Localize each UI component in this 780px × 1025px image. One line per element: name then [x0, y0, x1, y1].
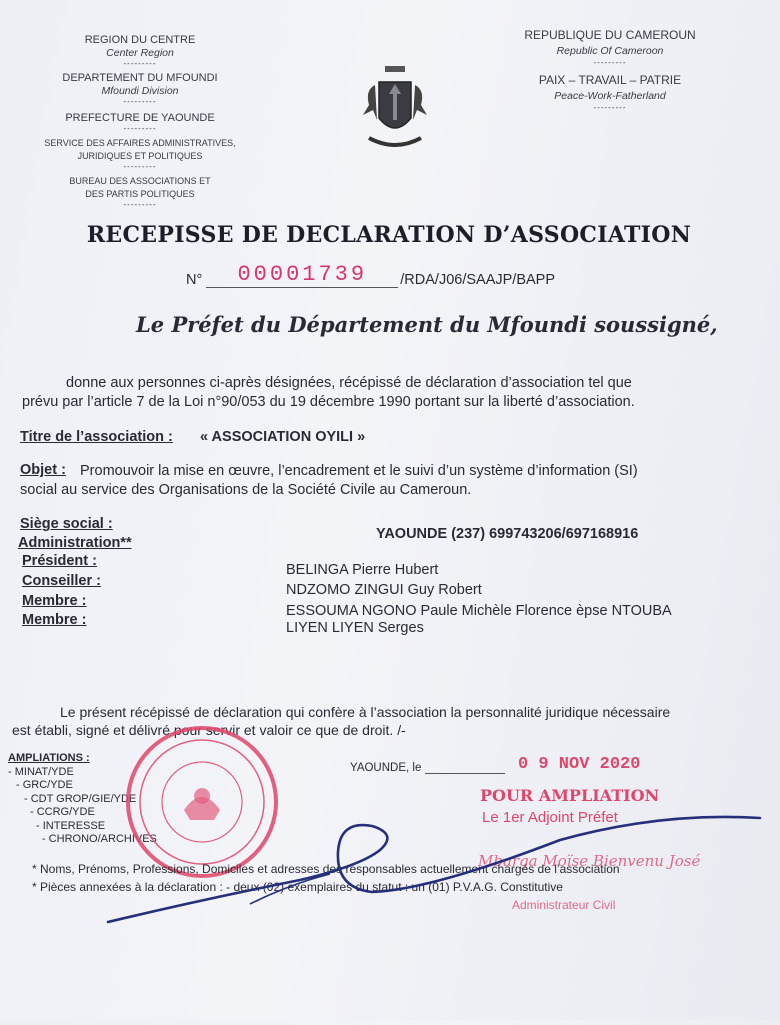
- service-line1: SERVICE DES AFFAIRES ADMINISTRATIVES,: [44, 138, 236, 148]
- pour-ampliation-stamp: POUR AMPLIATION: [480, 786, 660, 805]
- signatory-role: Administrateur Civil: [512, 898, 616, 912]
- ampliation-item: - CCRG/YDE: [30, 806, 95, 818]
- member-name-membre-1: ESSOUMA NGONO Paule Michèle Florence èpse NTOUBA: [286, 603, 672, 619]
- place-date: [350, 762, 505, 774]
- bureau-line1: BUREAU DES ASSOCIATIONS ET: [69, 176, 211, 186]
- ampliation-item: - INTERESSE: [36, 819, 106, 832]
- region-label: REGION DU CENTRE: [84, 34, 196, 46]
- place-label: YAOUNDE, le: [350, 762, 422, 774]
- reference-prefix: N°: [186, 272, 203, 288]
- member-name-conseiller: NDZOMO ZINGUI Guy Robert: [286, 582, 482, 598]
- ampliation-item: - CHRONO/ARCHIVES: [42, 833, 157, 845]
- motto-label: PAIX – TRAVAIL – PATRIE: [538, 73, 682, 87]
- country-label: REPUBLIQUE DU CAMEROUN: [524, 28, 696, 42]
- adjoint-stamp: Le 1er Adjoint Préfet: [482, 809, 618, 826]
- titre-label: Titre de l’association :: [20, 429, 173, 445]
- round-seal-icon: [122, 722, 282, 882]
- titre-value: « ASSOCIATION OYILI »: [200, 429, 366, 445]
- departement-en-label: Mfoundi Division: [101, 85, 179, 97]
- reference-value: 00001739: [206, 262, 398, 288]
- ampliation-item: - MINAT/YDE: [8, 765, 74, 778]
- member-label-conseiller: Conseiller :: [22, 573, 101, 589]
- objet-line-2: social au service des Organisations de la Société Civile au Cameroun.: [20, 482, 472, 498]
- header-right: REPUBLIQUE DU CAMEROUN Republic Of Cameroon --------- PAIX – TRAVAIL – PATRIE Peace-Work-Fatherland ---------: [510, 28, 710, 112]
- ampliations-label: AMPLIATIONS :: [8, 752, 90, 764]
- note-line-2: * Pièces annexées à la déclaration : - deux (02) exemplaires du statut : un (01) P.V.A.G. Constitutive: [32, 880, 563, 894]
- intro-line-2: prévu par l’article 7 de la Loi n°90/053 du 19 décembre 1990 portant sur la liberté d’association.: [22, 394, 635, 410]
- prefecture-label: PREFECTURE DE YAOUNDE: [65, 112, 215, 124]
- header-left: REGION DU CENTRE Center Region --------- DEPARTEMENT DU MFOUNDI Mfoundi Division --------- PREFECTURE DE YAOUNDE --------- SERVICE DES AFFAIRES ADMINISTRATIVES, JURIDIQUES ET POLITIQUES --------- BUREAU DES ASSOCIATIONS ET DES PARTIS POLITIQUES ---------: [40, 34, 240, 209]
- reference-number: [186, 262, 555, 288]
- signatory-name: Mbarga Moïse Bienvenu José: [478, 852, 701, 870]
- ampliation-item: - CDT GROP/GIE/YDE: [24, 792, 137, 805]
- closing-line-2: est établi, signé et délivré pour servir et valoir ce que de droit. /-: [12, 722, 406, 738]
- departement-label: DEPARTEMENT DU MFOUNDI: [62, 72, 218, 84]
- intro-line-1: donne aux personnes ci-après désignées, récépissé de déclaration d’association tel que: [66, 375, 632, 391]
- member-label-membre-1: Membre :: [22, 593, 87, 609]
- region-en-label: Center Region: [106, 47, 174, 59]
- date-stamp: 0 9 NOV 2020: [518, 755, 641, 774]
- siege-value: YAOUNDE (237) 699743206/697168916: [376, 526, 639, 542]
- coat-of-arms-icon: [355, 60, 435, 160]
- coat-of-arms-emblem: [355, 60, 435, 160]
- objet-label: Objet :: [20, 462, 66, 478]
- document-title: RECEPISSE DE DECLARATION D’ASSOCIATION: [86, 222, 692, 248]
- country-en-label: Republic Of Cameroon: [556, 45, 664, 57]
- motto-en-label: Peace-Work-Fatherland: [554, 90, 666, 102]
- member-label-president: Président :: [22, 553, 97, 569]
- siege-label: Siège social :: [20, 516, 113, 532]
- member-name-membre-2: LIYEN LIYEN Serges: [286, 620, 424, 636]
- bureau-line2: DES PARTIS POLITIQUES: [85, 189, 195, 199]
- member-label-membre-2: Membre :: [22, 612, 87, 628]
- reference-suffix: /RDA/J06/SAAJP/BAPP: [400, 272, 556, 288]
- ampliation-item: - GRC/YDE: [16, 779, 73, 791]
- prefet-line: Le Préfet du Département du Mfoundi soussigné,: [136, 312, 718, 337]
- note-line-1: * Noms, Prénoms, Professions, Domiciles et adresses des responsables actuellement chargés de l’association: [32, 862, 620, 876]
- objet-line-1: Promouvoir la mise en œuvre, l’encadrement et le suivi d’un système d’information (SI): [80, 463, 638, 479]
- administration-label: Administration**: [18, 535, 132, 551]
- closing-line-1: Le présent récépissé de déclaration qui confère à l’association la personnalité juridique nécessaire: [60, 704, 671, 720]
- member-name-president: BELINGA Pierre Hubert: [286, 562, 439, 578]
- service-line2: JURIDIQUES ET POLITIQUES: [77, 151, 203, 161]
